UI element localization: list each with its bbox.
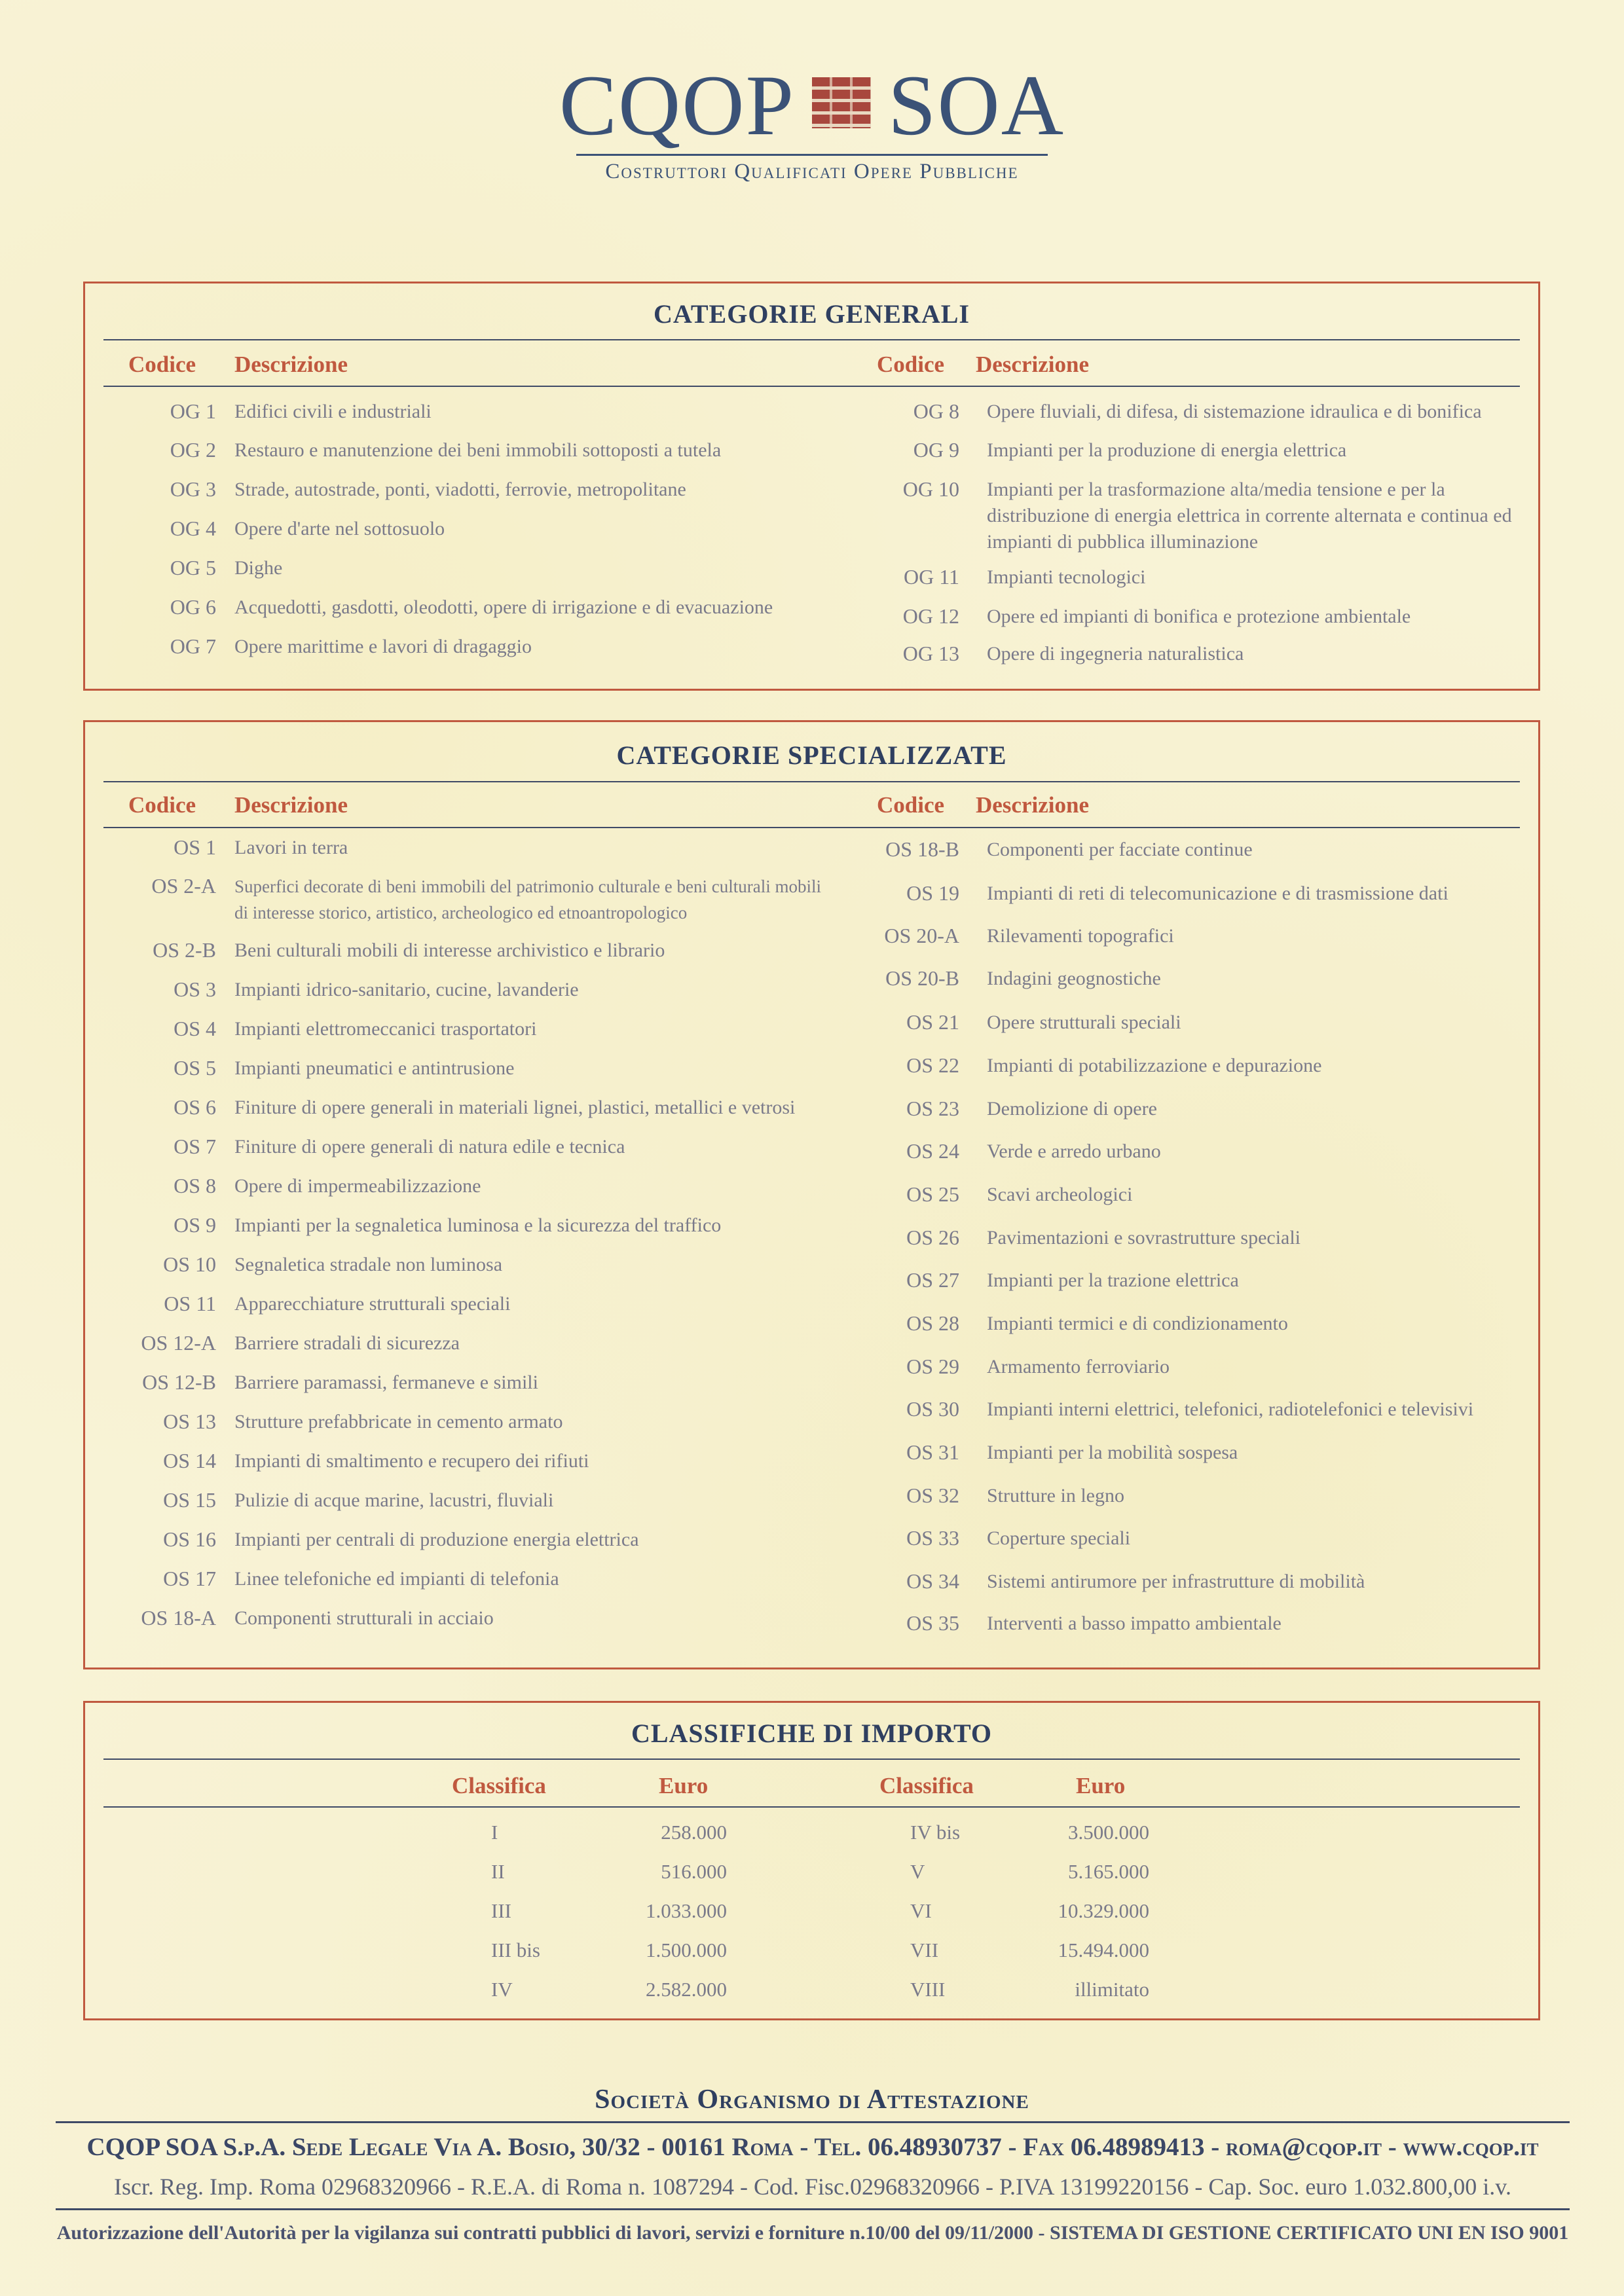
category-description: Superfici decorate di beni immobili del patrimonio culturale e beni culturali mobili di interesse storico, artistico, archeologico ed etnoantropologico	[234, 877, 821, 922]
brick-logo-icon	[812, 77, 871, 128]
category-code: OS 11	[164, 1292, 216, 1315]
logo-text-cqop: CQOP	[559, 57, 796, 153]
category-description: Opere di ingegneria naturalistica	[987, 643, 1244, 665]
category-code: OS 33	[906, 1526, 959, 1550]
category-description: Impianti di smaltimento e recupero dei rifiuti	[234, 1450, 589, 1472]
category-code: OS 26	[906, 1226, 959, 1249]
category-description: Finiture di opere generali di natura edile e tecnica	[234, 1136, 625, 1157]
footer-rule	[56, 2121, 1570, 2123]
category-code: OS 2-A	[151, 874, 216, 898]
euro-value: 1.500.000	[646, 1939, 727, 1961]
category-description: Componenti per facciate continue	[987, 839, 1253, 860]
category-code: OS 15	[163, 1488, 216, 1512]
category-code: OS 20-B	[885, 966, 959, 990]
header-rule	[103, 386, 1520, 387]
euro-value: 1.033.000	[646, 1899, 727, 1922]
category-code: OS 2-B	[153, 938, 216, 962]
classifica-value: IV bis	[910, 1821, 961, 1844]
category-code: OS 3	[174, 977, 216, 1001]
classifiche-importo-title: CLASSIFICHE DI IMPORTO	[631, 1719, 993, 1748]
classifica-value: IV	[491, 1978, 513, 2001]
category-code: OS 5	[174, 1056, 216, 1080]
category-code: OS 23	[906, 1097, 959, 1120]
col-header-euro: Euro	[1076, 1773, 1126, 1798]
category-code: OG 10	[902, 477, 959, 501]
col-header-classifica: Classifica	[879, 1773, 974, 1798]
category-code: OG 6	[170, 595, 216, 619]
title-rule	[103, 339, 1520, 340]
category-code: OS 17	[163, 1567, 216, 1590]
category-description: Restauro e manutenzione dei beni immobili sottoposti a tutela	[234, 439, 722, 461]
category-description: Impianti per la trazione elettrica	[987, 1269, 1239, 1291]
category-code: OS 22	[906, 1053, 959, 1077]
category-code: OS 18-B	[885, 837, 959, 861]
category-code: OS 34	[906, 1569, 959, 1593]
classifica-value: III bis	[491, 1939, 540, 1961]
footer-rule	[56, 2208, 1570, 2210]
category-code: OS 13	[163, 1410, 216, 1433]
category-code: OS 10	[163, 1252, 216, 1276]
category-code: OG 9	[913, 438, 959, 462]
category-code: OS 14	[163, 1449, 216, 1472]
category-description: Apparecchiature strutturali speciali	[234, 1293, 511, 1315]
category-description: Impianti interni elettrici, telefonici, radiotelefonici e televisivi	[987, 1398, 1474, 1420]
category-description: Opere strutturali speciali	[987, 1011, 1181, 1033]
col-header-descrizione: Descrizione	[976, 352, 1089, 377]
category-description: Strutture in legno	[987, 1485, 1124, 1506]
category-code: OG 11	[903, 565, 959, 589]
classifica-value: VIII	[910, 1978, 946, 2001]
category-code: OS 28	[906, 1311, 959, 1335]
category-description: Impianti per centrali di produzione energia elettrica	[234, 1529, 639, 1550]
category-description: Opere fluviali, di difesa, di sistemazione idraulica e di bonifica	[987, 401, 1482, 422]
col-header-descrizione: Descrizione	[234, 352, 348, 377]
col-header-codice: Codice	[128, 792, 196, 818]
category-description: Impianti per la mobilità sospesa	[987, 1442, 1238, 1463]
category-description: Scavi archeologici	[987, 1184, 1133, 1205]
category-code: OS 7	[174, 1135, 216, 1158]
category-description: Opere di impermeabilizzazione	[234, 1175, 481, 1197]
category-description: Rilevamenti topografici	[987, 925, 1174, 947]
header-rule	[103, 827, 1520, 828]
category-code: OS 21	[906, 1010, 959, 1034]
categorie-specializzate-box	[83, 720, 1540, 1669]
logo-subtitle: Costruttori Qualificati Opere Pubbliche	[605, 160, 1019, 183]
category-code: OS 29	[906, 1355, 959, 1378]
euro-value: 516.000	[661, 1860, 727, 1883]
logo	[0, 57, 1624, 184]
euro-value: 3.500.000	[1068, 1821, 1149, 1844]
category-description: Edifici civili e industriali	[234, 401, 432, 422]
classifica-value: VII	[910, 1939, 939, 1961]
category-description: Impianti termici e di condizionamento	[987, 1313, 1288, 1334]
category-description: Impianti idrico-sanitario, cucine, lavanderie	[234, 979, 579, 1000]
category-description: Indagini geognostiche	[987, 968, 1161, 989]
category-code: OS 12-B	[142, 1370, 216, 1394]
category-code: OS 24	[906, 1139, 959, 1163]
category-code: OS 4	[174, 1017, 216, 1040]
footer-authorization: Autorizzazione dell'Autorità per la vigilanza sui contratti pubblici di lavori, servizi e forniture n.10/00 del 09/11/2000 - SISTEMA DI GESTIONE CERTIFICATO UNI EN ISO 9001	[56, 2222, 1569, 2244]
euro-value: illimitato	[1075, 1978, 1149, 2001]
col-header-euro: Euro	[659, 1773, 709, 1798]
category-code: OS 19	[906, 881, 959, 905]
category-description: Opere d'arte nel sottosuolo	[234, 518, 445, 539]
category-description: Componenti strutturali in acciaio	[234, 1607, 494, 1629]
category-code: OS 8	[174, 1174, 216, 1197]
category-description: Opere marittime e lavori di dragaggio	[234, 636, 532, 657]
euro-value: 15.494.000	[1058, 1939, 1149, 1961]
category-description: Strutture prefabbricate in cemento armato	[234, 1411, 563, 1432]
category-description: Acquedotti, gasdotti, oleodotti, opere di irrigazione e di evacuazione	[234, 596, 773, 618]
category-description: Verde e arredo urbano	[987, 1140, 1161, 1162]
category-description: Impianti elettromeccanici trasportatori	[234, 1018, 537, 1040]
header-rule	[103, 1806, 1520, 1808]
category-description: Impianti di potabilizzazione e depurazione	[987, 1055, 1322, 1076]
col-header-codice: Codice	[128, 352, 196, 377]
logo-text-soa: SOA	[888, 57, 1065, 153]
logo-divider	[576, 154, 1048, 156]
category-description: Strade, autostrade, ponti, viadotti, ferrovie, metropolitane	[234, 479, 686, 500]
category-code: OS 12-A	[141, 1331, 216, 1355]
category-code: OS 16	[163, 1527, 216, 1551]
category-code: OG 13	[902, 642, 959, 665]
footer-company-address: CQOP SOA S.p.A. Sede Legale Via A. Bosio, 30/32 - 00161 Roma - Tel. 06.48930737 - Fax 06.48989413 - roma@cqop.it - www.cqop.it	[86, 2133, 1539, 2161]
euro-value: 2.582.000	[646, 1978, 727, 2001]
category-description: Coperture speciali	[987, 1527, 1131, 1549]
category-description: Sistemi antirumore per infrastrutture di mobilità	[987, 1571, 1365, 1592]
footer-title: Società Organismo di Attestazione	[595, 2085, 1029, 2115]
category-description: Finiture di opere generali in materiali lignei, plastici, metallici e vetrosi	[234, 1097, 796, 1118]
category-description: Barriere paramassi, fermaneve e simili	[234, 1372, 538, 1393]
category-code: OS 9	[174, 1213, 216, 1237]
classifiche-importo-box	[83, 1701, 1540, 2020]
category-code: OG 4	[170, 517, 216, 540]
category-code: OS 35	[906, 1611, 959, 1635]
category-description: Barriere stradali di sicurezza	[234, 1332, 460, 1354]
category-code: OG 3	[170, 477, 216, 501]
category-description: Impianti di reti di telecomunicazione e di trasmissione dati	[987, 883, 1449, 904]
category-code: OG 2	[170, 438, 216, 462]
category-description: Impianti tecnologici	[987, 566, 1146, 588]
categorie-generali-box	[83, 282, 1540, 691]
category-code: OS 1	[174, 835, 216, 859]
category-code: OG 1	[170, 399, 216, 423]
category-description: Demolizione di opere	[987, 1098, 1157, 1120]
classifica-value: V	[910, 1860, 925, 1883]
classifica-value: III	[491, 1899, 511, 1922]
category-description: Armamento ferroviario	[987, 1356, 1170, 1377]
category-code: OG 7	[170, 634, 216, 658]
category-description: Interventi a basso impatto ambientale	[987, 1613, 1282, 1634]
category-description: Impianti pneumatici e antintrusione	[234, 1057, 515, 1079]
col-header-descrizione: Descrizione	[234, 792, 348, 818]
classifica-value: I	[491, 1821, 498, 1844]
title-rule	[103, 1758, 1520, 1760]
category-code: OG 5	[170, 556, 216, 579]
footer-registration: Iscr. Reg. Imp. Roma 02968320966 - R.E.A. di Roma n. 1087294 - Cod. Fisc.02968320966 - P.IVA 13199220156 - Cap. Soc. euro 1.032.800,00 i.v.	[114, 2174, 1511, 2200]
categorie-generali-title: CATEGORIE GENERALI	[654, 299, 970, 329]
classifica-value: II	[491, 1860, 505, 1883]
category-description: Impianti per la trasformazione alta/media tensione e per la distribuzione di energia elettrica in corrente alternata e continua ed impianti di pubblica illuminazione	[987, 479, 1512, 553]
classifica-value: VI	[910, 1899, 932, 1922]
euro-value: 10.329.000	[1058, 1899, 1149, 1922]
categorie-specializzate-title: CATEGORIE SPECIALIZZATE	[616, 740, 1007, 770]
category-description: Opere ed impianti di bonifica e protezione ambientale	[987, 606, 1411, 627]
category-description: Beni culturali mobili di interesse archivistico e librario	[234, 939, 665, 961]
category-description: Lavori in terra	[234, 837, 348, 858]
category-description: Linee telefoniche ed impianti di telefonia	[234, 1568, 559, 1590]
category-code: OS 6	[174, 1095, 216, 1119]
category-description: Dighe	[234, 557, 283, 579]
col-header-codice: Codice	[877, 792, 945, 818]
category-description: Pavimentazioni e sovrastrutture speciali	[987, 1227, 1301, 1248]
category-code: OG 8	[913, 399, 959, 423]
category-description: Impianti per la produzione di energia elettrica	[987, 439, 1347, 461]
col-header-classifica: Classifica	[452, 1773, 546, 1798]
col-header-descrizione: Descrizione	[976, 792, 1089, 818]
euro-value: 258.000	[661, 1821, 727, 1844]
col-header-codice: Codice	[877, 352, 945, 377]
category-code: OG 12	[902, 604, 959, 628]
category-code: OS 31	[906, 1440, 959, 1464]
category-description: Pulizie di acque marine, lacustri, fluviali	[234, 1489, 554, 1511]
category-code: OS 25	[906, 1182, 959, 1206]
category-description: Impianti per la segnaletica luminosa e la sicurezza del traffico	[234, 1214, 722, 1236]
category-code: OS 20-A	[884, 924, 959, 947]
euro-value: 5.165.000	[1068, 1860, 1149, 1883]
title-rule	[103, 781, 1520, 782]
category-code: OS 18-A	[141, 1606, 216, 1630]
category-code: OS 32	[906, 1484, 959, 1507]
category-code: OS 27	[906, 1268, 959, 1292]
category-code: OS 30	[906, 1397, 959, 1421]
category-description: Segnaletica stradale non luminosa	[234, 1254, 503, 1275]
